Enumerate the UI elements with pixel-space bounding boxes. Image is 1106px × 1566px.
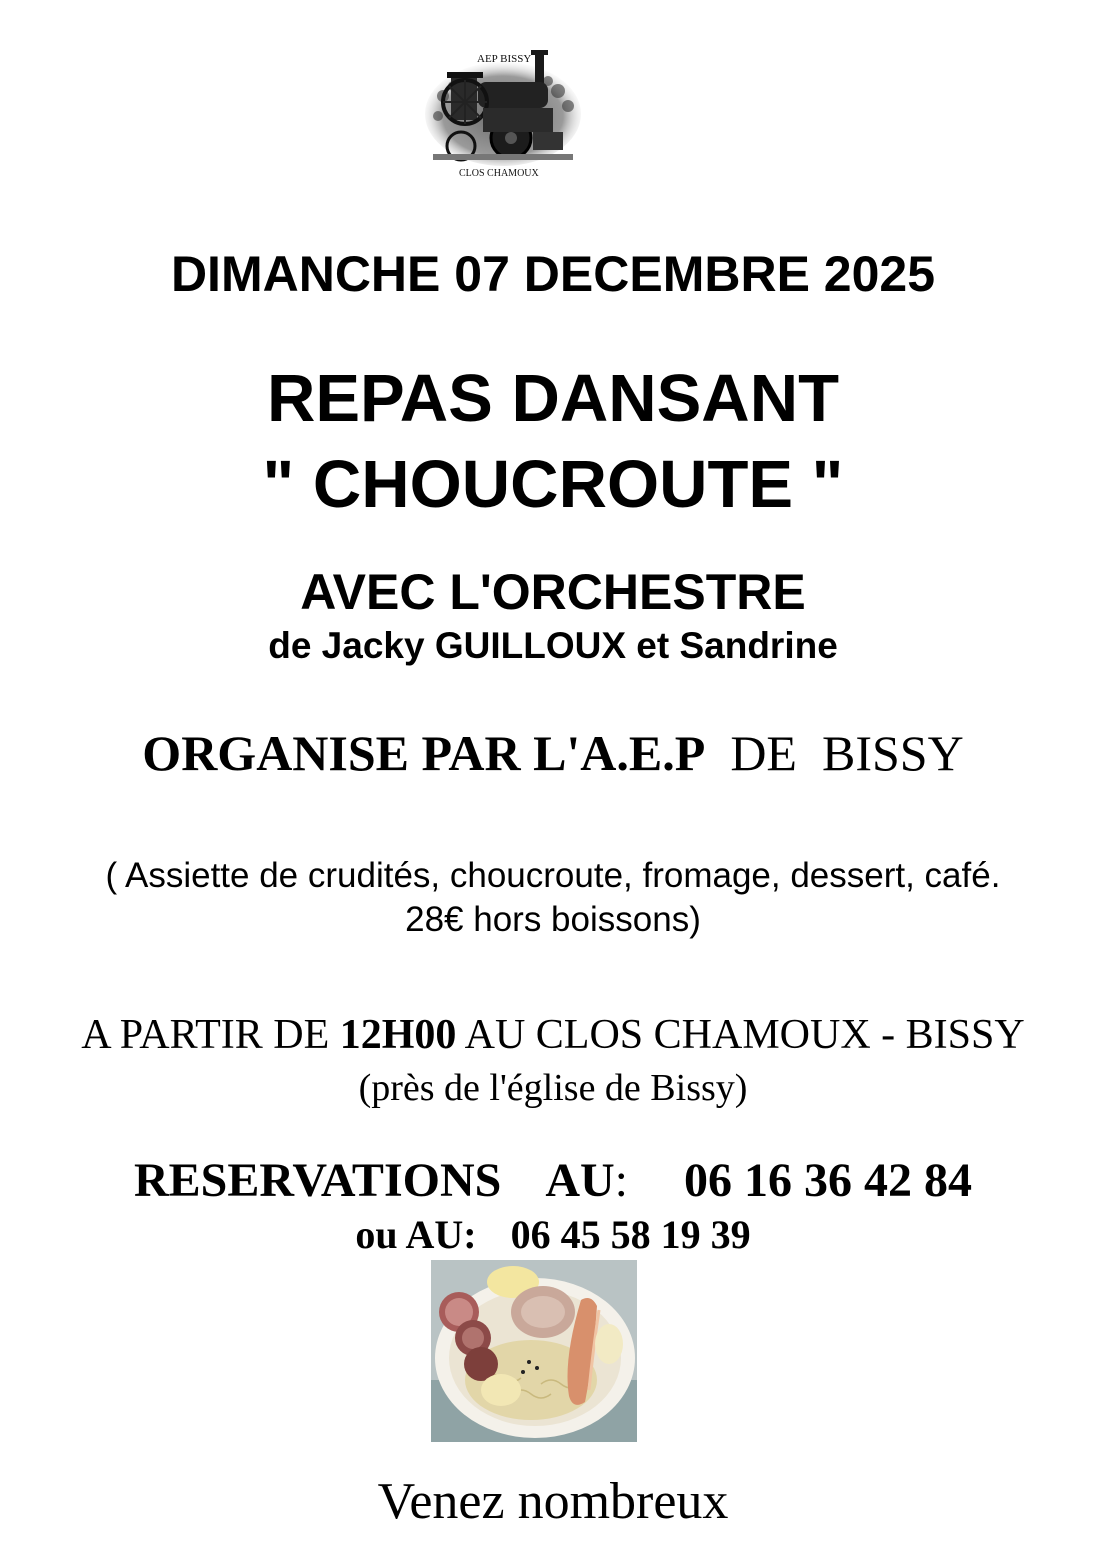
aep-bissy-logo [423,46,583,182]
venue-prefix: A PARTIR DE [81,1012,340,1058]
event-date: DIMANCHE 07 DECEMBRE 2025 [170,246,936,302]
logo-bottom-text: CLOS CHAMOUX [459,168,539,179]
closing-text: Venez nombreux [377,1473,729,1530]
venue-note: (près de l'église de Bissy) [358,1067,748,1109]
venue-place: AU CLOS CHAMOUX - BISSY [456,1012,1025,1058]
reservations-phone-2[interactable]: 06 45 58 19 39 [510,1212,751,1257]
organiser-place: DE BISSY [705,725,964,781]
event-subtitle: " CHOUCROUTE " [262,447,844,522]
steam-tractor-icon [423,46,583,182]
reservations-au: AU [545,1154,615,1207]
orchestra-names: de Jacky GUILLOUX et Sandrine [268,625,838,666]
menu-price: 28€ hors boissons) [405,900,701,939]
orchestra-heading: AVEC L'ORCHESTRE [300,564,806,620]
reservations-colon: : [614,1154,628,1207]
reservations-line [0,1153,1106,1208]
reservations-label: RESERVATIONS [133,1154,502,1207]
reservations-phone-1[interactable]: 06 16 36 42 84 [684,1154,972,1207]
reservations-alt-line [0,1211,1106,1258]
choucroute-photo [431,1260,637,1442]
logo-top-text: AEP BISSY [477,53,532,65]
organiser-line [0,724,1106,782]
venue-line [0,1011,1106,1059]
menu-description: ( Assiette de crudités, choucroute, fromage, dessert, café. [105,856,1001,895]
venue-time: 12H00 [339,1012,457,1058]
choucroute-plate-icon [431,1260,637,1442]
reservations-alt-label: ou AU: [355,1212,477,1257]
event-title: REPAS DANSANT [266,361,840,436]
organiser-bold: ORGANISE PAR L'A.E.P [142,725,706,781]
